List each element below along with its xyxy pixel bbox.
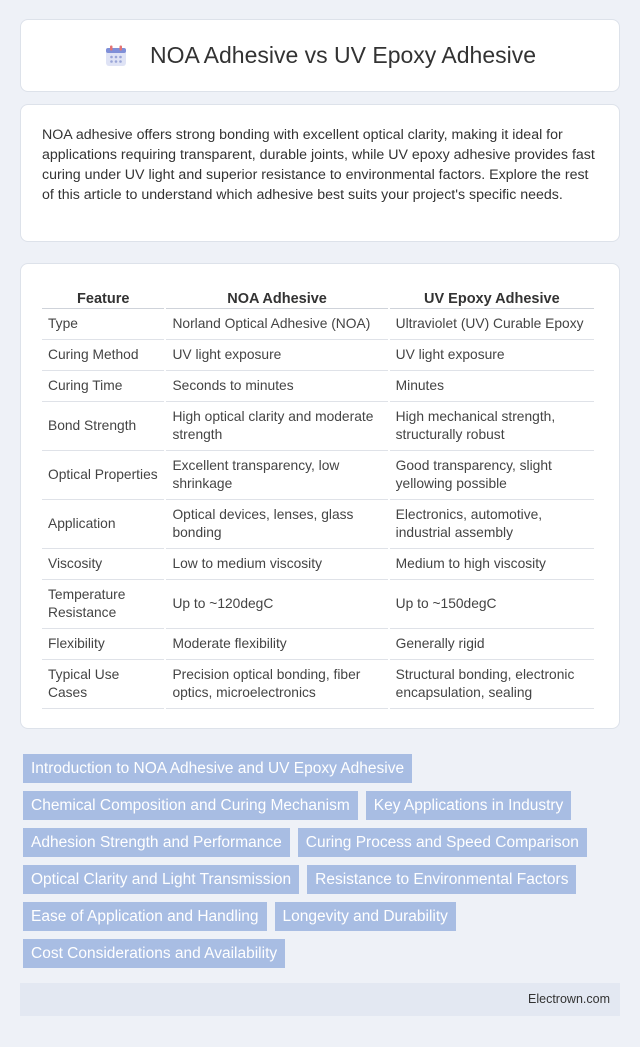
topic-tag-curing-process[interactable]: Curing Process and Speed Comparison xyxy=(298,828,587,857)
table-row xyxy=(42,402,594,451)
topic-tag-chemical-composition[interactable]: Chemical Composition and Curing Mechanism xyxy=(23,791,358,820)
table-cell-noa: Optical devices, lenses, glass bonding xyxy=(166,500,387,549)
topic-tag-optical-clarity[interactable]: Optical Clarity and Light Transmission xyxy=(23,865,299,894)
table-cell-feature: Viscosity xyxy=(42,549,164,580)
table-cell-noa: Moderate flexibility xyxy=(166,629,387,660)
table-row xyxy=(42,371,594,402)
table-cell-feature: Typical Use Cases xyxy=(42,660,164,709)
table-cell-feature: Application xyxy=(42,500,164,549)
tag-row xyxy=(23,902,623,931)
footer-brand[interactable]: Electrown.com xyxy=(528,992,610,1006)
table-cell-noa: Precision optical bonding, fiber optics, microelectronics xyxy=(166,660,387,709)
table-cell-uv-epoxy: Up to ~150degC xyxy=(390,580,594,629)
table-cell-feature: Curing Method xyxy=(42,340,164,371)
table-cell-feature: Optical Properties xyxy=(42,451,164,500)
table-row xyxy=(42,340,594,371)
table-cell-noa: Norland Optical Adhesive (NOA) xyxy=(166,309,387,340)
tag-row xyxy=(23,791,623,820)
table-cell-uv-epoxy: Structural bonding, electronic encapsulation, sealing xyxy=(390,660,594,709)
calendar-icon xyxy=(104,44,128,68)
topic-tag-key-applications[interactable]: Key Applications in Industry xyxy=(366,791,572,820)
column-header-noa: NOA Adhesive xyxy=(166,285,387,309)
column-header-feature: Feature xyxy=(42,285,164,309)
table-cell-noa: Seconds to minutes xyxy=(166,371,387,402)
intro-card xyxy=(20,104,620,242)
table-cell-noa: Excellent transparency, low shrinkage xyxy=(166,451,387,500)
title-card xyxy=(20,19,620,92)
table-cell-feature: Flexibility xyxy=(42,629,164,660)
table-cell-uv-epoxy: Minutes xyxy=(390,371,594,402)
table-cell-uv-epoxy: Electronics, automotive, industrial assembly xyxy=(390,500,594,549)
table-cell-uv-epoxy: Generally rigid xyxy=(390,629,594,660)
table-row xyxy=(42,580,594,629)
table-row xyxy=(42,309,594,340)
tag-row xyxy=(23,865,623,894)
topic-tags xyxy=(23,754,623,976)
table-cell-feature: Curing Time xyxy=(42,371,164,402)
footer xyxy=(20,983,620,1016)
tag-row xyxy=(23,754,623,783)
table-row xyxy=(42,451,594,500)
table-cell-noa: High optical clarity and moderate strength xyxy=(166,402,387,451)
table-header-row xyxy=(42,285,594,309)
table-cell-noa: Up to ~120degC xyxy=(166,580,387,629)
tag-row xyxy=(23,828,623,857)
comparison-table xyxy=(40,285,596,709)
table-cell-feature: Type xyxy=(42,309,164,340)
table-cell-uv-epoxy: High mechanical strength, structurally robust xyxy=(390,402,594,451)
table-cell-feature: Bond Strength xyxy=(42,402,164,451)
table-row xyxy=(42,549,594,580)
topic-tag-longevity[interactable]: Longevity and Durability xyxy=(275,902,456,931)
table-cell-feature: Temperature Resistance xyxy=(42,580,164,629)
column-header-uv-epoxy: UV Epoxy Adhesive xyxy=(390,285,594,309)
topic-tag-introduction[interactable]: Introduction to NOA Adhesive and UV Epoxy Adhesive xyxy=(23,754,412,783)
tag-row xyxy=(23,939,623,968)
comparison-table-card xyxy=(20,263,620,729)
table-cell-uv-epoxy: Ultraviolet (UV) Curable Epoxy xyxy=(390,309,594,340)
table-row xyxy=(42,660,594,709)
topic-tag-environmental-resistance[interactable]: Resistance to Environmental Factors xyxy=(307,865,576,894)
table-row xyxy=(42,500,594,549)
table-cell-uv-epoxy: Medium to high viscosity xyxy=(390,549,594,580)
table-cell-uv-epoxy: Good transparency, slight yellowing possible xyxy=(390,451,594,500)
page-title: NOA Adhesive vs UV Epoxy Adhesive xyxy=(149,42,537,68)
intro-text: NOA adhesive offers strong bonding with excellent optical clarity, making it ideal for applications requiring transparent, durable joints, while UV epoxy adhesive provides fast curing under UV light and superior resistance to environmental factors. Explore the rest of this article to understand which adhesive best suits your project's specific needs. xyxy=(42,127,595,203)
table-cell-uv-epoxy: UV light exposure xyxy=(390,340,594,371)
table-row xyxy=(42,629,594,660)
topic-tag-cost[interactable]: Cost Considerations and Availability xyxy=(23,939,285,968)
table-cell-noa: Low to medium viscosity xyxy=(166,549,387,580)
topic-tag-adhesion-strength[interactable]: Adhesion Strength and Performance xyxy=(23,828,290,857)
topic-tag-ease-of-application[interactable]: Ease of Application and Handling xyxy=(23,902,267,931)
table-cell-noa: UV light exposure xyxy=(166,340,387,371)
